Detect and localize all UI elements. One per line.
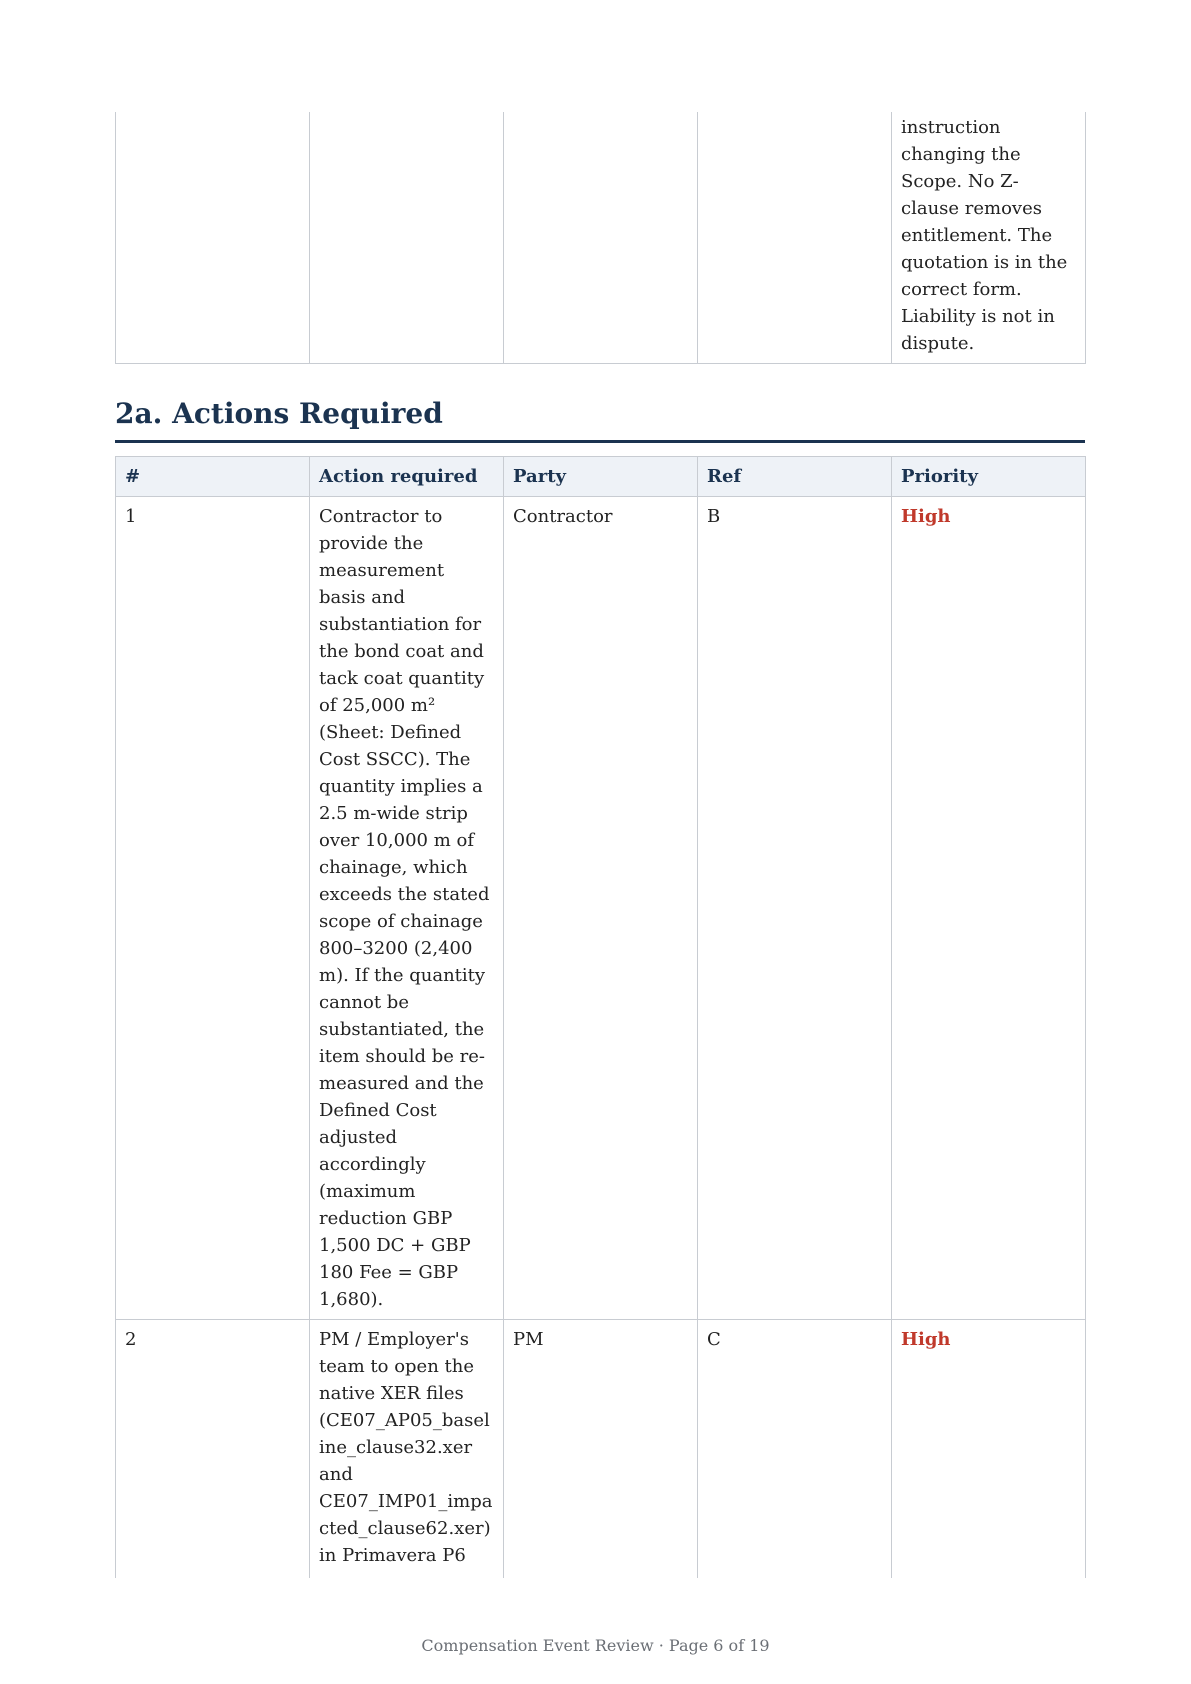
- cell-text: PM: [513, 1329, 544, 1350]
- table-cell: [504, 112, 698, 364]
- table-cell: [116, 112, 310, 364]
- cell-text: High: [901, 1329, 951, 1350]
- ref: B: [698, 497, 892, 1320]
- table-cell: instruction changing the Scope. No Z-clause removes entitlement. The quotation is in the correct form. Liability is not in dispute.: [892, 112, 1086, 364]
- column-header-ref: Ref: [698, 457, 892, 497]
- section-heading: 2a. Actions Required: [115, 394, 1085, 443]
- table-row: [116, 112, 1086, 364]
- ref: [698, 1320, 892, 1579]
- column-header-number: #: [116, 457, 310, 497]
- page-footer: Compensation Event Review · Page 6 of 19: [421, 1636, 770, 1655]
- column-header-action: Action required: [310, 457, 504, 497]
- page-content: [115, 112, 1085, 1578]
- actions-table: [115, 456, 1086, 1578]
- cell-text: PM / Employer's team to open the native XER files (CE07_AP05_baseline_clause32.xer and CE07_IMP01_impacted_clause62.xer) in Primavera P6: [319, 1329, 493, 1566]
- action-text: Contractor to provide the measurement basis and substantiation for the bond coat and tack coat quantity of 25,000 m² (Sheet: Defined Cost SSCC). The quantity implies a 2.5 m-wide strip over 10,000 m of chainage, which exceeds the stated scope of chainage 800–3200 (2,400 m). If the quantity cannot be substantiated, the item should be re-measured and the Defined Cost adjusted accordingly (maximum reduction GBP 1,500 DC + GBP 180 Fee = GBP 1,680).: [310, 497, 504, 1320]
- cell-text: C: [707, 1329, 721, 1350]
- priority: High: [892, 497, 1086, 1320]
- row-number: [116, 1320, 310, 1579]
- priority: [892, 1320, 1086, 1579]
- table-cell: [698, 112, 892, 364]
- table-row: [116, 1320, 1086, 1579]
- row-number: 1: [116, 497, 310, 1320]
- table-cell: [310, 112, 504, 364]
- cell-text: 2: [125, 1329, 137, 1350]
- column-header-party: Party: [504, 457, 698, 497]
- continued-table: [115, 112, 1086, 364]
- party: [504, 1320, 698, 1579]
- column-header-priority: Priority: [892, 457, 1086, 497]
- action-text: [310, 1320, 504, 1579]
- table-header-row: [116, 457, 1086, 497]
- table-row: [116, 497, 1086, 1320]
- party: Contractor: [504, 497, 698, 1320]
